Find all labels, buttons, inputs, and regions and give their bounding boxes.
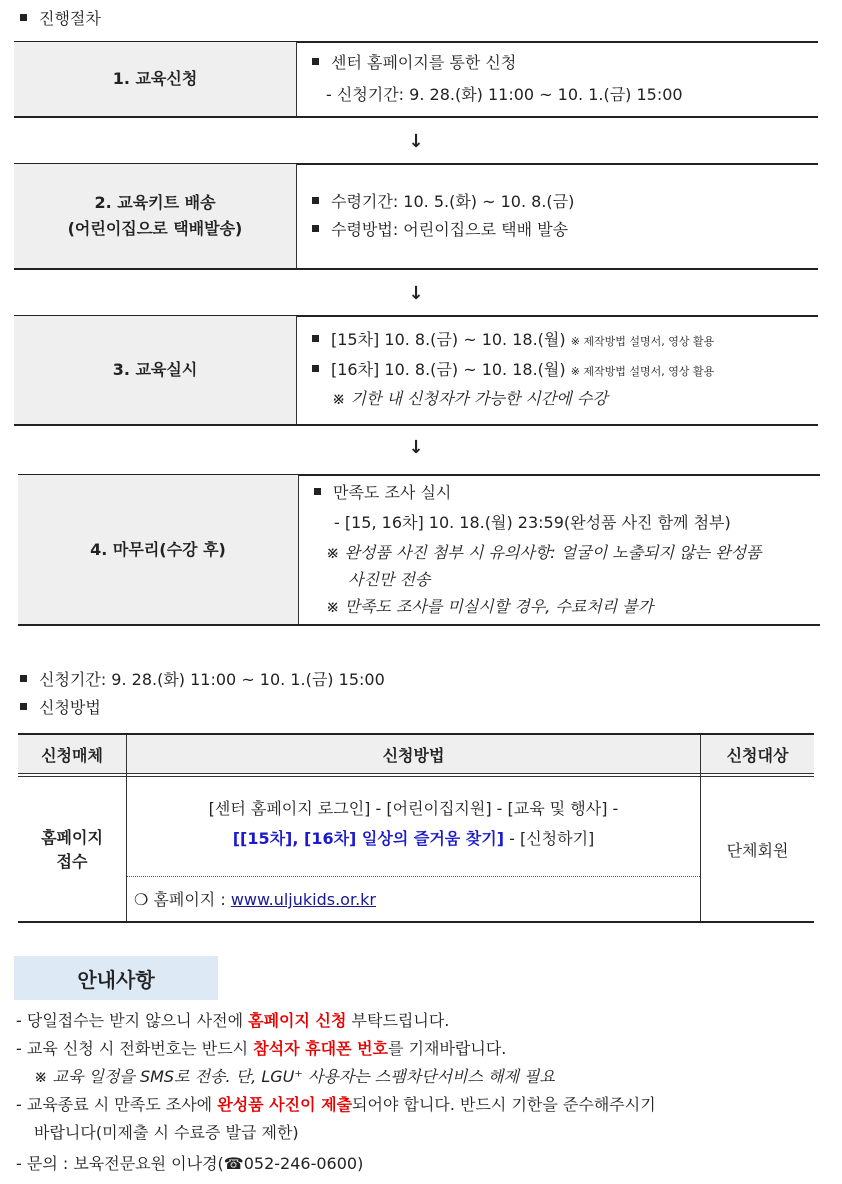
step1-divider bbox=[296, 42, 297, 116]
homepage-link[interactable]: www.uljukids.or.kr bbox=[230, 890, 376, 909]
step4-title: 4. 마무리(수강 후) bbox=[90, 539, 226, 559]
square-bullet-icon bbox=[20, 14, 27, 21]
method-dotted-divider bbox=[127, 876, 700, 877]
medium-line1: 홈페이지 bbox=[41, 827, 103, 847]
target-cell bbox=[701, 777, 814, 922]
square-bullet-icon bbox=[312, 225, 319, 232]
header-method: 신청방법 bbox=[127, 735, 700, 773]
step4-divider bbox=[298, 475, 299, 624]
notice-item-2-post: 를 기재바랍니다. bbox=[388, 1039, 507, 1058]
method-path-line1: [센터 홈페이지 로그인] - [어린이집지원] - [교육 및 행사] - bbox=[208, 799, 619, 818]
apply-period-text: 신청기간: 9. 28.(화) 11:00 ~ 10. 1.(금) 15:00 bbox=[39, 670, 385, 689]
step1-title: 1. 교육신청 bbox=[112, 69, 198, 88]
apply-method-heading bbox=[20, 697, 101, 719]
notice-title: 안내사항 bbox=[77, 967, 155, 992]
notice-item-2 bbox=[16, 1038, 506, 1060]
step2-title-cell bbox=[14, 164, 296, 268]
notice-item-2-pre: - 교육 신청 시 전화번호는 반드시 bbox=[16, 1039, 254, 1058]
header-double-line-2 bbox=[18, 776, 814, 777]
square-bullet-icon bbox=[312, 365, 319, 372]
step2-subtitle: (어린이집으로 택배발송) bbox=[67, 219, 243, 238]
step3-line2 bbox=[312, 359, 714, 383]
header-double-line-1 bbox=[18, 773, 814, 774]
step3-line1 bbox=[312, 329, 714, 353]
step3-line2-main: [16차] 10. 8.(금) ~ 10. 18.(월) bbox=[331, 360, 566, 379]
notice-item-3-cont: 바랍니다(미제출 시 수료증 발급 제한) bbox=[34, 1123, 299, 1142]
step1-line1-text: 센터 홈페이지를 통한 신청 bbox=[331, 53, 517, 72]
step4-line2: - [15, 16차] 10. 18.(월) 23:59(완성품 사진 함께 첨부) bbox=[334, 513, 731, 532]
medium-cell bbox=[18, 777, 126, 922]
phone-icon: ☎ bbox=[223, 1154, 244, 1173]
step3-title: 3. 교육실시 bbox=[112, 360, 198, 379]
square-bullet-icon bbox=[312, 197, 319, 204]
step3-bottom-border bbox=[14, 424, 818, 426]
notice-item-4-pre: - 문의 : 보육전문요원 이나경( bbox=[16, 1154, 224, 1173]
method-path-rest: - [신청하기] bbox=[504, 829, 595, 848]
down-arrow-icon: ↓ bbox=[408, 283, 424, 304]
step3-line1-main: [15차] 10. 8.(금) ~ 10. 18.(월) bbox=[331, 330, 566, 349]
step3-divider bbox=[296, 316, 297, 424]
notice-item-1-pre: - 당일접수는 받지 않으니 사전에 bbox=[16, 1011, 249, 1030]
notice-item-1-post: 부탁드립니다. bbox=[346, 1011, 450, 1030]
step2-line1-text: 수령기간: 10. 5.(화) ~ 10. 8.(금) bbox=[331, 192, 575, 211]
step4-bottom-border bbox=[18, 624, 820, 626]
square-bullet-icon bbox=[20, 675, 27, 682]
method-path-line2 bbox=[127, 828, 700, 850]
step2-line1 bbox=[312, 191, 574, 213]
square-bullet-icon bbox=[20, 703, 27, 710]
step3-line2-note: ※ 제작방법 설명서, 영상 활용 bbox=[570, 365, 715, 378]
step2-line2-text: 수령방법: 어린이집으로 택배 발송 bbox=[331, 220, 569, 239]
apply-method-heading-text: 신청방법 bbox=[39, 698, 101, 717]
header-medium: 신청매체 bbox=[18, 735, 126, 773]
step4-line1-text: 만족도 조사 실시 bbox=[333, 483, 452, 502]
step4-remark1: ※ 완성품 사진 첨부 시 유의사항: 얼굴이 노출되지 않는 완성품 bbox=[326, 543, 762, 562]
square-bullet-icon bbox=[314, 488, 321, 495]
method-path-highlight: [[15차], [16차] 일상의 즐거움 찾기] bbox=[232, 829, 505, 848]
step1-bottom-border bbox=[14, 116, 818, 118]
apply-period bbox=[20, 669, 385, 691]
notice-item-1 bbox=[16, 1010, 449, 1032]
procedure-heading bbox=[20, 8, 101, 30]
notice-item-1-em: 홈페이지 신청 bbox=[248, 1011, 347, 1030]
medium-line2: 접수 bbox=[56, 851, 88, 871]
step1-line2: - 신청기간: 9. 28.(화) 11:00 ~ 10. 1.(금) 15:00 bbox=[326, 85, 683, 104]
notice-item-2-em: 참석자 휴대폰 번호 bbox=[253, 1039, 389, 1058]
step4-remark2: ※ 만족도 조사를 미실시할 경우, 수료처리 불가 bbox=[326, 597, 654, 616]
step4-line1 bbox=[314, 482, 451, 504]
step4-title-cell bbox=[18, 475, 298, 624]
down-arrow-icon: ↓ bbox=[408, 437, 424, 458]
step2-bottom-border bbox=[14, 268, 818, 270]
notice-item-4-post: 052-246-0600) bbox=[243, 1154, 364, 1173]
step3-remark: ※ 기한 내 신청자가 가능한 시간에 수강 bbox=[332, 389, 608, 408]
step2-divider bbox=[296, 164, 297, 268]
procedure-heading-text: 진행절차 bbox=[39, 9, 101, 28]
notice-title-box bbox=[14, 956, 218, 1000]
notice-item-4 bbox=[16, 1153, 363, 1175]
step3-title-cell bbox=[14, 316, 296, 424]
step4-remark1-cont: 사진만 전송 bbox=[348, 570, 431, 589]
homepage-line bbox=[134, 889, 376, 911]
notice-item-3-pre: - 교육종료 시 만족도 조사에 bbox=[16, 1095, 218, 1114]
step2-line2 bbox=[312, 219, 568, 241]
target-value: 단체회원 bbox=[726, 841, 789, 860]
step3-line1-note: ※ 제작방법 설명서, 영상 활용 bbox=[570, 335, 715, 348]
square-bullet-icon bbox=[312, 335, 319, 342]
step1-title-cell bbox=[14, 42, 296, 116]
square-bullet-icon bbox=[312, 58, 319, 65]
notice-item-3 bbox=[16, 1094, 656, 1116]
notice-item-3-em: 완성품 사진이 제출 bbox=[217, 1095, 353, 1114]
notice-item-2-remark: ※ 교육 일정을 SMS로 전송. 단, LGU⁺ 사용자는 스팸차단서비스 해제 필요 bbox=[34, 1067, 555, 1086]
notice-item-3-post: 되어야 합니다. 반드시 기한을 준수해주시기 bbox=[352, 1095, 656, 1114]
header-target: 신청대상 bbox=[701, 735, 814, 773]
step2-title: 2. 교육키트 배송 bbox=[94, 193, 216, 212]
down-arrow-icon: ↓ bbox=[408, 131, 424, 152]
step1-line1 bbox=[312, 52, 516, 74]
homepage-label: ❍ 홈페이지 : bbox=[134, 890, 231, 909]
apply-table-bottom-border bbox=[18, 921, 814, 923]
